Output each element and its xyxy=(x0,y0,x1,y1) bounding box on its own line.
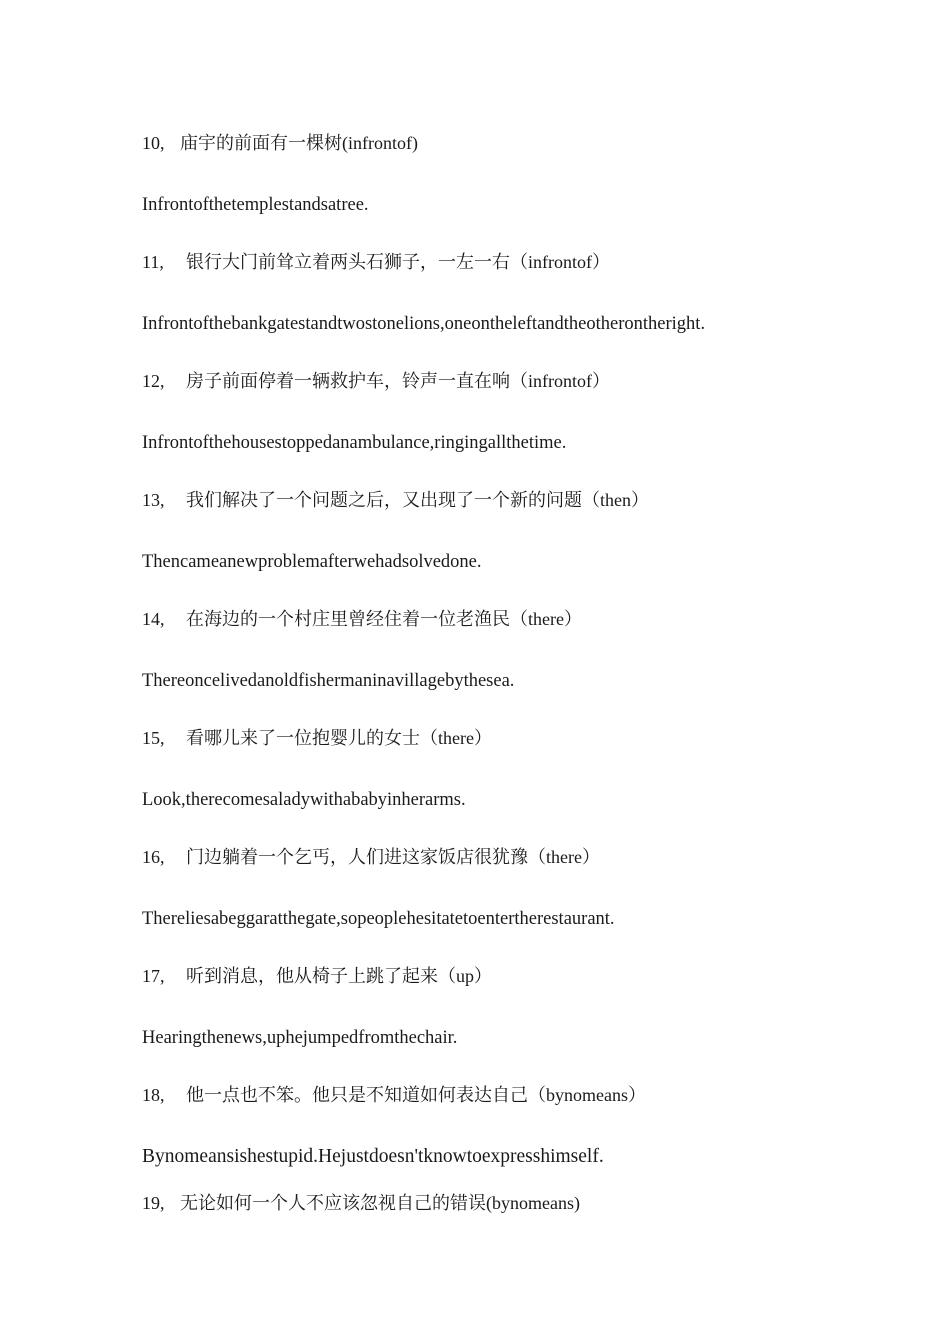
answer-17: Hearingthenews,uphejumpedfromthechair. xyxy=(142,1028,458,1048)
question-12 xyxy=(142,369,610,394)
chinese-sentence: 庙宇的前面有一棵树 xyxy=(180,133,342,154)
question-number: 16, xyxy=(142,847,165,867)
keyword-hint: （infrontof） xyxy=(510,252,610,272)
question-19 xyxy=(142,1191,580,1216)
keyword-hint: （infrontof） xyxy=(510,371,610,391)
question-number: 13, xyxy=(142,490,165,510)
chinese-sentence: 在海边的一个村庄里曾经住着一位老渔民 xyxy=(186,609,510,630)
question-number: 10, xyxy=(142,133,165,153)
question-number: 14, xyxy=(142,609,165,629)
question-15 xyxy=(142,726,492,751)
answer-13: Thencameanewproblemafterwehadsolvedone. xyxy=(142,552,482,572)
answer-18: Bynomeansishestupid.Hejustdoesn'tknowtoexpresshimself. xyxy=(142,1146,604,1167)
question-16 xyxy=(142,845,600,870)
chinese-sentence: 房子前面停着一辆救护车，铃声一直在响 xyxy=(186,371,510,392)
chinese-sentence: 银行大门前耸立着两头石狮子，一左一右 xyxy=(186,252,510,273)
question-17 xyxy=(142,964,492,989)
chinese-sentence: 门边躺着一个乞丐，人们进这家饭店很犹豫 xyxy=(186,847,528,868)
answer-12: Infrontofthehousestoppedanambulance,ringingallthetime. xyxy=(142,433,567,453)
keyword-hint: （bynomeans） xyxy=(528,1085,646,1105)
question-number: 11, xyxy=(142,252,164,272)
chinese-sentence: 我们解决了一个问题之后，又出现了一个新的问题 xyxy=(186,490,582,511)
answer-14: Thereoncelivedanoldfishermaninavillagebythesea. xyxy=(142,671,515,691)
chinese-sentence: 看哪儿来了一位抱婴儿的女士 xyxy=(186,728,420,749)
answer-15: Look,therecomesaladywithababyinherarms. xyxy=(142,790,466,810)
chinese-sentence: 无论如何一个人不应该忽视自己的错误 xyxy=(180,1193,486,1214)
keyword-hint: (bynomeans) xyxy=(486,1193,580,1213)
keyword-hint: （there） xyxy=(420,728,492,748)
keyword-hint: （then） xyxy=(582,490,649,510)
question-10 xyxy=(142,131,418,156)
question-14 xyxy=(142,607,582,632)
keyword-hint: （up） xyxy=(438,966,492,986)
question-number: 17, xyxy=(142,966,165,986)
chinese-sentence: 他一点也不笨。他只是不知道如何表达自己 xyxy=(186,1085,528,1106)
keyword-hint: （there） xyxy=(528,847,600,867)
keyword-hint: （there） xyxy=(510,609,582,629)
answer-16: Thereliesabeggaratthegate,sopeoplehesitatetoentertherestaurant. xyxy=(142,909,615,929)
answer-11: Infrontofthebankgatestandtwostonelions,oneontheleftandtheotherontheright. xyxy=(142,314,706,334)
chinese-sentence: 听到消息，他从椅子上跳了起来 xyxy=(186,966,438,987)
answer-10: Infrontofthetemplestandsatree. xyxy=(142,195,369,215)
question-number: 12, xyxy=(142,371,165,391)
question-11 xyxy=(142,250,610,275)
question-18 xyxy=(142,1083,646,1108)
keyword-hint: (infrontof) xyxy=(342,133,418,153)
question-number: 18, xyxy=(142,1085,165,1105)
question-13 xyxy=(142,488,649,513)
question-number: 19, xyxy=(142,1193,165,1213)
question-number: 15, xyxy=(142,728,165,748)
